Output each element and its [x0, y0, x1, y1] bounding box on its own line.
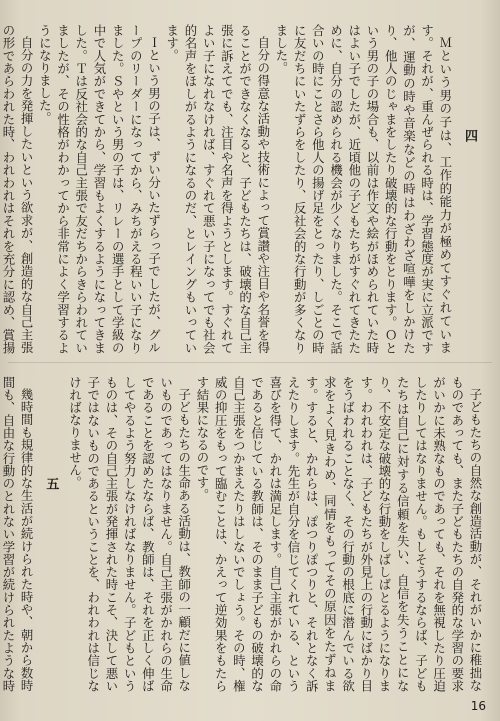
paragraph: Ｍという男の子は、工作的能力が極めてすぐれています。それが、重んぜられる時は、学習態度が実に立派ですが、運動の時や音楽などの時はわざわざ喧嘩をしかけたり、他人のじゃまをしたり破壊的な行動をとります。Ｏという男の子の場合も、以前は作文や絵がほめられていた時はよい子でしたが、近頃他の子どもたちがすぐれてきたために、自分の認められる機会が少くなりました。そこで話合いの時にことさら他人の揚げ足をとったり、しごとの時に友だちにいたずらをしたり、反社会的な行動が多くなりました。	[273, 24, 453, 354]
paragraph: 自分の得意な活動や技術によって賞讃や注目や名誉を得ることができなくなると、子どもたちは、破壊的な自己主張に訴えてでも、注目や名声を得ようとします。すぐれてよい子になれなければ、すぐれて悪い子になってでも社会的名声をほしがるようになるのだ、とレイングもいっています。	[164, 24, 271, 354]
column-divider	[8, 362, 492, 363]
paragraph: 子どもたちの生命ある活動は、教師の一顧だに値しないものであってはなりません。自己主張がかれらの生命であることを認めたならば、教師は、それを正しく伸ばしてやるよう努力しなければなりません。子どもというものは、その自己主張が発揮された時こそ、決して悪い子ではないものであるということを、われわれは信じなければなりません。	[67, 376, 192, 692]
paragraph: 自分の力を発揮したいという欲求が、創造的な自己主張の形であらわれた時、われわれはそれを充分に認め、賞揚	[0, 24, 35, 354]
lower-text-block	[0, 376, 484, 692]
section-heading-four: 四	[462, 129, 477, 143]
page-number: 16	[470, 699, 486, 713]
paragraph: 幾時間も規律的な生活が続けられた時や、朝から数時間も、自由な行動のとれない学習が続けられたような時	[0, 376, 35, 692]
paragraph: Ｉという男の子は、ずい分いたずらっ子でしたが、グループのリーダーになってから、みちがえる程いい子になりました。Ｓやという男の子は、リレーの選手として学級の中で人気ができてから、学習もよくするようになってきました。Ｔは反社会的な自己主張で友だちからきらわれていましたが、その性格がわかってから非常によく学習するようになりました。	[37, 24, 162, 354]
upper-text-block	[0, 24, 484, 354]
paragraph: 子どもたちの自然な創造活動が、それがいかに稚拙なものであっても、また子どもたちの自発的な学習の要求がいかに未熟なものであっても、それを無視したり圧迫したりしてはなりません。もしそうするならば、子どもたちは自己に対する信頼を失い、自信を失うことになり、不安定な破壊的な行動をしばしばとるようになります。われわれは、子どもたちが外見上の行動にばかり目をうばわれることなく、その行動の根底に潜んでいる欲求をよく見きわめ、同情をもってその原因をたずねます。すると、かれらは、ぽつりぽつりと、それとなく訴えたりします。先生が自分を信じてくれている、という喜びを得て、かれは満足します。自己主張がかれらの命であると信じている教師は、そのまま子どもの破壊的な自己主張をつかまえたりはしないでしょう。その時、権威の抑圧をもって臨むことは、かえって逆効果をもたらす結果になるのです。	[194, 376, 483, 692]
section-heading-five: 五	[43, 477, 59, 491]
